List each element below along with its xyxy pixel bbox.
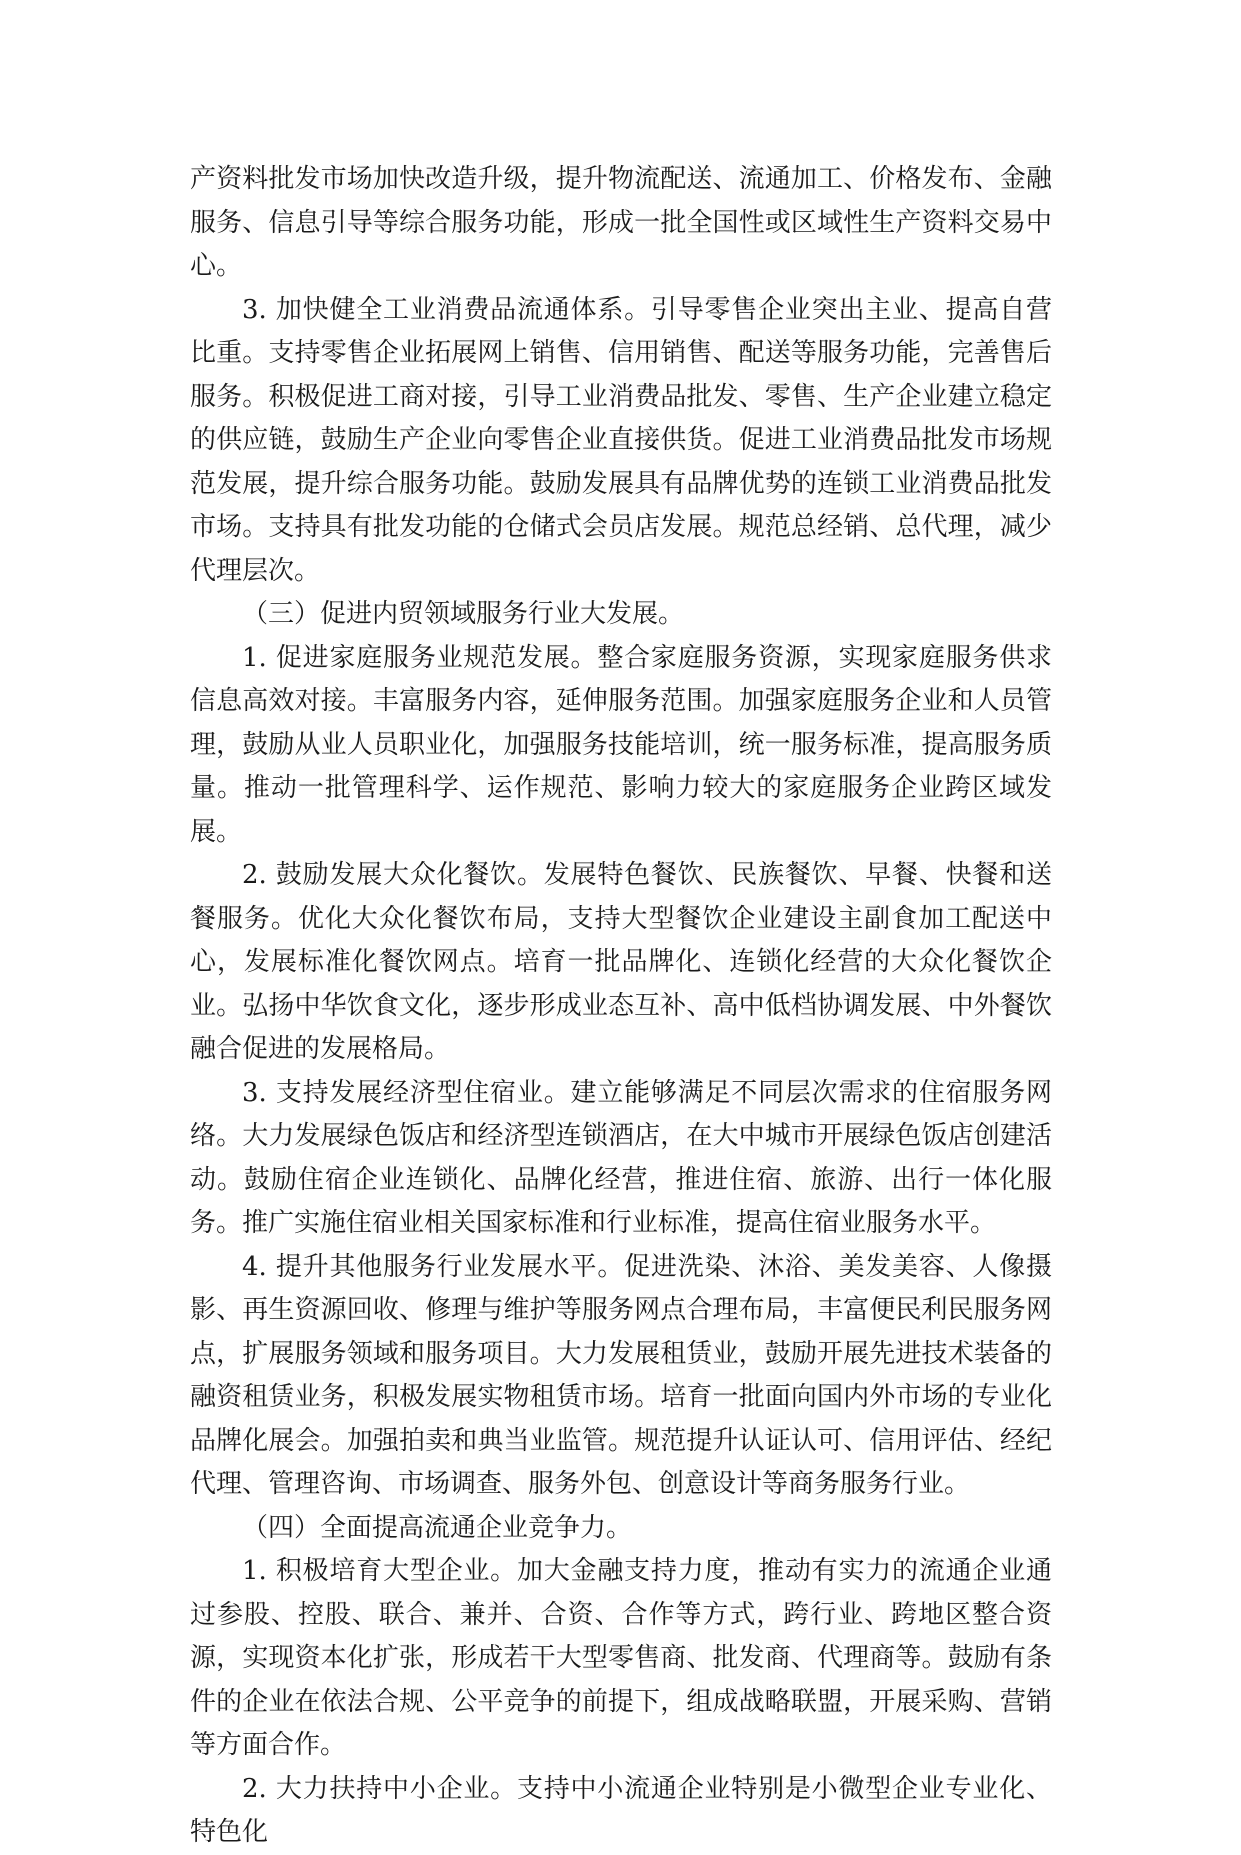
- paragraph-item-other-services: 4. 提升其他服务行业发展水平。促进洗染、沐浴、美发美容、人像摄影、再生资源回收、修理与维护等服务网点合理布局，丰富便民利民服务网点，扩展服务领域和服务项目。大力发展租赁业，鼓励开展先进技术装备的融资租赁业务，积极发展实物租赁市场。培育一批面向国内外市场的专业化品牌化展会。加强拍卖和典当业监管。规范提升认证认可、信用评估、经纪代理、管理咨询、市场调查、服务外包、创意设计等商务服务行业。: [190, 1251, 1052, 1499]
- paragraph-item-household-services: 1. 促进家庭服务业规范发展。整合家庭服务资源，实现家庭服务供求信息高效对接。丰富服务内容，延伸服务范围。加强家庭服务企业和人员管理，鼓励从业人员职业化，加强服务技能培训，统一服务标准，提高服务质量。推动一批管理科学、运作规范、影响力较大的家庭服务企业跨区域发展。: [190, 642, 1052, 847]
- paragraph-item-catering: 2. 鼓励发展大众化餐饮。发展特色餐饮、民族餐饮、早餐、快餐和送餐服务。优化大众化餐饮布局，支持大型餐饮企业建设主副食加工配送中心，发展标准化餐饮网点。培育一批品牌化、连锁化经营的大众化餐饮企业。弘扬中华饮食文化，逐步形成业态互补、高中低档协调发展、中外餐饮融合促进的发展格局。: [190, 860, 1052, 1064]
- paragraph-item-accommodation: 3. 支持发展经济型住宿业。建立能够满足不同层次需求的住宿服务网络。大力发展绿色饭店和经济型连锁酒店，在大中城市开展绿色饭店创建活动。鼓励住宿企业连锁化、品牌化经营，推进住宿、旅游、出行一体化服务。推广实施住宿业相关国家标准和行业标准，提高住宿业服务水平。: [190, 1077, 1052, 1238]
- document-body: [190, 158, 1052, 1855]
- section-heading-service-industries: （三）促进内贸领域服务行业大发展。: [242, 599, 685, 629]
- paragraph-item-small-enterprises: 2. 大力扶持中小企业。支持中小流通企业特别是小微型企业专业化、特色化: [190, 1773, 1052, 1847]
- paragraph-item-consumer-goods: 3. 加快健全工业消费品流通体系。引导零售企业突出主业、提高自营比重。支持零售企业拓展网上销售、信用销售、配送等服务功能，完善售后服务。积极促进工商对接，引导工业消费品批发、零售、生产企业建立稳定的供应链，鼓励生产企业向零售企业直接供货。促进工业消费品批发市场规范发展，提升综合服务功能。鼓励发展具有品牌优势的连锁工业消费品批发市场。支持具有批发功能的仓储式会员店发展。规范总经销、总代理，减少代理层次。: [190, 294, 1052, 586]
- section-heading-enterprise-competitiveness: （四）全面提高流通企业竞争力。: [242, 1512, 633, 1543]
- paragraph-item-large-enterprises: 1. 积极培育大型企业。加大金融支持力度，推动有实力的流通企业通过参股、控股、联合、兼并、合资、合作等方式，跨行业、跨地区整合资源，实现资本化扩张，形成若干大型零售商、批发商、代理商等。鼓励有条件的企业在依法合规、公平竞争的前提下，组成战略联盟，开展采购、营销等方面合作。: [190, 1556, 1052, 1760]
- paragraph-continuation: 产资料批发市场加快改造升级，提升物流配送、流通加工、价格发布、金融服务、信息引导等综合服务功能，形成一批全国性或区域性生产资料交易中心。: [190, 164, 1052, 281]
